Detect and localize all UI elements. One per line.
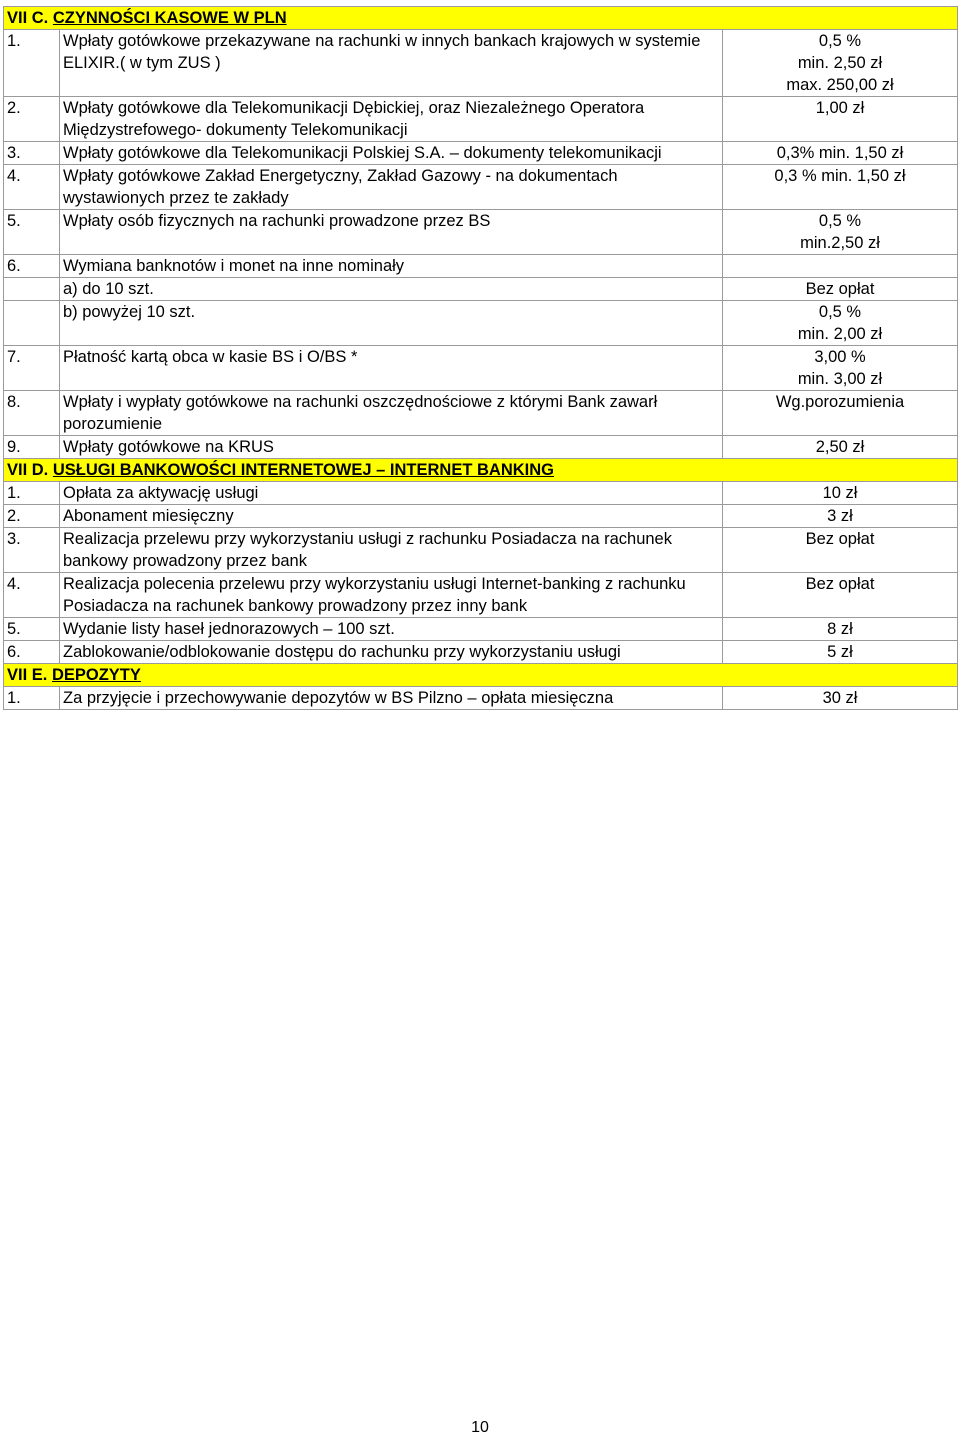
fee-row bbox=[4, 165, 958, 210]
item-description: Zablokowanie/odblokowanie dostępu do rachunku przy wykorzystaniu usługi bbox=[60, 641, 723, 664]
item-fee: 1,00 zł bbox=[723, 97, 958, 142]
fee-row bbox=[4, 391, 958, 436]
fee-row bbox=[4, 618, 958, 641]
item-description: Wydanie listy haseł jednorazowych – 100 szt. bbox=[60, 618, 723, 641]
item-number: 4. bbox=[4, 573, 60, 618]
section-code: VII C. bbox=[7, 9, 49, 27]
fee-row bbox=[4, 436, 958, 459]
item-fee: 3,00 % min. 3,00 zł bbox=[723, 346, 958, 391]
item-number: 6. bbox=[4, 255, 60, 278]
item-number: 6. bbox=[4, 641, 60, 664]
item-number: 7. bbox=[4, 346, 60, 391]
item-number: 2. bbox=[4, 505, 60, 528]
item-description: Wpłaty gotówkowe dla Telekomunikacji Dębickiej, oraz Niezależnego Operatora Międzystrefowego- dokumenty Telekomunikacji bbox=[60, 97, 723, 142]
fee-row bbox=[4, 30, 958, 97]
page-number: 10 bbox=[471, 1419, 489, 1436]
fee-table-body bbox=[4, 7, 958, 710]
item-number: 9. bbox=[4, 436, 60, 459]
item-number: 1. bbox=[4, 30, 60, 97]
item-fee: 0,5 % min. 2,50 zł max. 250,00 zł bbox=[723, 30, 958, 97]
item-fee: 8 zł bbox=[723, 618, 958, 641]
item-number: 5. bbox=[4, 210, 60, 255]
section-header-cell bbox=[4, 664, 958, 687]
item-description: Wpłaty gotówkowe dla Telekomunikacji Polskiej S.A. – dokumenty telekomunikacji bbox=[60, 142, 723, 165]
fee-row bbox=[4, 346, 958, 391]
fee-table bbox=[3, 6, 958, 710]
fee-row bbox=[4, 505, 958, 528]
item-number bbox=[4, 301, 60, 346]
item-number: 4. bbox=[4, 165, 60, 210]
item-number: 8. bbox=[4, 391, 60, 436]
item-fee bbox=[723, 255, 958, 278]
fee-schedule-document bbox=[3, 6, 957, 710]
item-description: Za przyjęcie i przechowywanie depozytów w BS Pilzno – opłata miesięczna bbox=[60, 687, 723, 710]
item-description: Realizacja polecenia przelewu przy wykorzystaniu usługi Internet-banking z rachunku Posiadacza na rachunek bankowy prowadzony przez inny bank bbox=[60, 573, 723, 618]
item-description: b) powyżej 10 szt. bbox=[60, 301, 723, 346]
item-description: Wymiana banknotów i monet na inne nominały bbox=[60, 255, 723, 278]
item-fee: 5 zł bbox=[723, 641, 958, 664]
item-fee: 0,3% min. 1,50 zł bbox=[723, 142, 958, 165]
section-header bbox=[4, 7, 958, 30]
item-number: 3. bbox=[4, 142, 60, 165]
item-fee: 0,5 % min.2,50 zł bbox=[723, 210, 958, 255]
section-header bbox=[4, 459, 958, 482]
item-number: 2. bbox=[4, 97, 60, 142]
section-header-cell bbox=[4, 459, 958, 482]
item-fee: Wg.porozumienia bbox=[723, 391, 958, 436]
item-description: Wpłaty gotówkowe Zakład Energetyczny, Zakład Gazowy - na dokumentach wystawionych przez te zakłady bbox=[60, 165, 723, 210]
fee-row bbox=[4, 482, 958, 505]
item-description: Wpłaty osób fizycznych na rachunki prowadzone przez BS bbox=[60, 210, 723, 255]
section-title: DEPOZYTY bbox=[51, 666, 141, 684]
item-description: Abonament miesięczny bbox=[60, 505, 723, 528]
item-fee: 30 zł bbox=[723, 687, 958, 710]
fee-row bbox=[4, 687, 958, 710]
fee-row bbox=[4, 210, 958, 255]
item-description: Realizacja przelewu przy wykorzystaniu usługi z rachunku Posiadacza na rachunek bankowy prowadzony przez bank bbox=[60, 528, 723, 573]
item-description: Płatność kartą obca w kasie BS i O/BS * bbox=[60, 346, 723, 391]
section-header-cell bbox=[4, 7, 958, 30]
item-fee: Bez opłat bbox=[723, 573, 958, 618]
fee-row bbox=[4, 97, 958, 142]
item-fee: 2,50 zł bbox=[723, 436, 958, 459]
item-number: 3. bbox=[4, 528, 60, 573]
item-fee: 0,3 % min. 1,50 zł bbox=[723, 165, 958, 210]
fee-row bbox=[4, 573, 958, 618]
item-description: Wpłaty gotówkowe na KRUS bbox=[60, 436, 723, 459]
item-description: Wpłaty gotówkowe przekazywane na rachunki w innych bankach krajowych w systemie ELIXIR.( w tym ZUS ) bbox=[60, 30, 723, 97]
item-number: 1. bbox=[4, 687, 60, 710]
item-description: Wpłaty i wypłaty gotówkowe na rachunki oszczędnościowe z którymi Bank zawarł porozumienie bbox=[60, 391, 723, 436]
fee-row bbox=[4, 528, 958, 573]
item-number: 5. bbox=[4, 618, 60, 641]
item-fee: Bez opłat bbox=[723, 528, 958, 573]
section-code: VII D. bbox=[7, 461, 49, 479]
fee-row bbox=[4, 255, 958, 278]
item-number: 1. bbox=[4, 482, 60, 505]
item-description: a) do 10 szt. bbox=[60, 278, 723, 301]
section-code: VII E. bbox=[7, 666, 48, 684]
fee-row bbox=[4, 641, 958, 664]
fee-row bbox=[4, 301, 958, 346]
item-fee: Bez opłat bbox=[723, 278, 958, 301]
section-title: CZYNNOŚCI KASOWE W PLN bbox=[52, 9, 287, 27]
item-fee: 3 zł bbox=[723, 505, 958, 528]
fee-row bbox=[4, 278, 958, 301]
item-description: Opłata za aktywację usługi bbox=[60, 482, 723, 505]
section-title: USŁUGI BANKOWOŚCI INTERNETOWEJ – INTERNET BANKING bbox=[52, 461, 554, 479]
item-fee: 0,5 % min. 2,00 zł bbox=[723, 301, 958, 346]
item-fee: 10 zł bbox=[723, 482, 958, 505]
fee-row bbox=[4, 142, 958, 165]
item-number bbox=[4, 278, 60, 301]
section-header bbox=[4, 664, 958, 687]
